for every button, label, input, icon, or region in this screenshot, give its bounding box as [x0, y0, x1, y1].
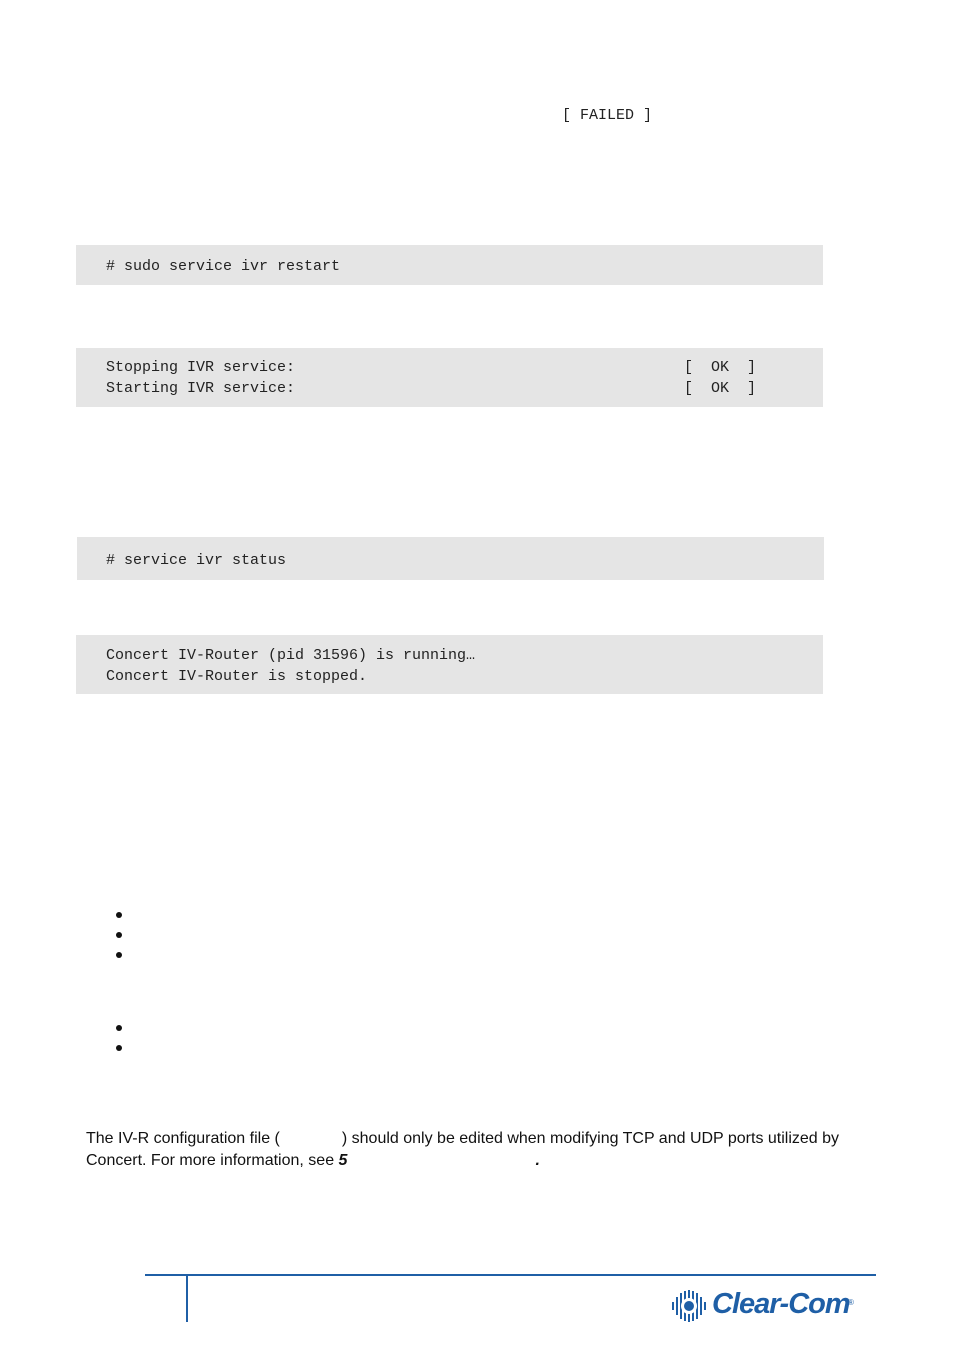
failed-status: [ FAILED ]	[562, 107, 653, 124]
paragraph-part-1: The IV-R configuration file (	[86, 1130, 280, 1147]
footer-vertical-rule	[186, 1274, 188, 1322]
bullet-marker	[116, 952, 122, 958]
section-ref-end: .	[535, 1152, 540, 1169]
bullet-marker	[116, 1045, 122, 1051]
restart-output-box	[76, 348, 823, 407]
status-output-line-1: Concert IV-Router (pid 31596) is running…	[106, 647, 476, 664]
clear-com-logo-icon	[670, 1288, 710, 1324]
status-output-line-2: Concert IV-Router is stopped.	[106, 668, 368, 685]
bullet-marker	[116, 912, 122, 918]
restart-output-status-1: [ OK ]	[684, 359, 757, 376]
restart-output-label-2: Starting IVR service:	[106, 380, 296, 397]
clear-com-logo	[670, 1286, 856, 1326]
footer-rule	[145, 1274, 876, 1276]
bullet-marker	[116, 932, 122, 938]
status-command: # service ivr status	[106, 552, 287, 569]
config-file-paragraph	[86, 1128, 856, 1172]
status-command-box	[77, 537, 824, 580]
section-ref-number[interactable]: 5	[338, 1152, 348, 1169]
paragraph-part-2: ) should only be edited when modifying TCP and UDP ports utilized by Concert. For more information, see	[86, 1130, 840, 1169]
status-output-box	[76, 635, 823, 694]
restart-command-box	[76, 245, 823, 285]
restart-command: # sudo service ivr restart	[106, 258, 341, 275]
restart-output-status-2: [ OK ]	[684, 380, 757, 397]
bullet-marker	[116, 1025, 122, 1031]
clear-com-logo-text: Clear-Com	[712, 1288, 850, 1320]
restart-output-label-1: Stopping IVR service:	[106, 359, 296, 376]
registered-mark: ®	[848, 1298, 854, 1307]
